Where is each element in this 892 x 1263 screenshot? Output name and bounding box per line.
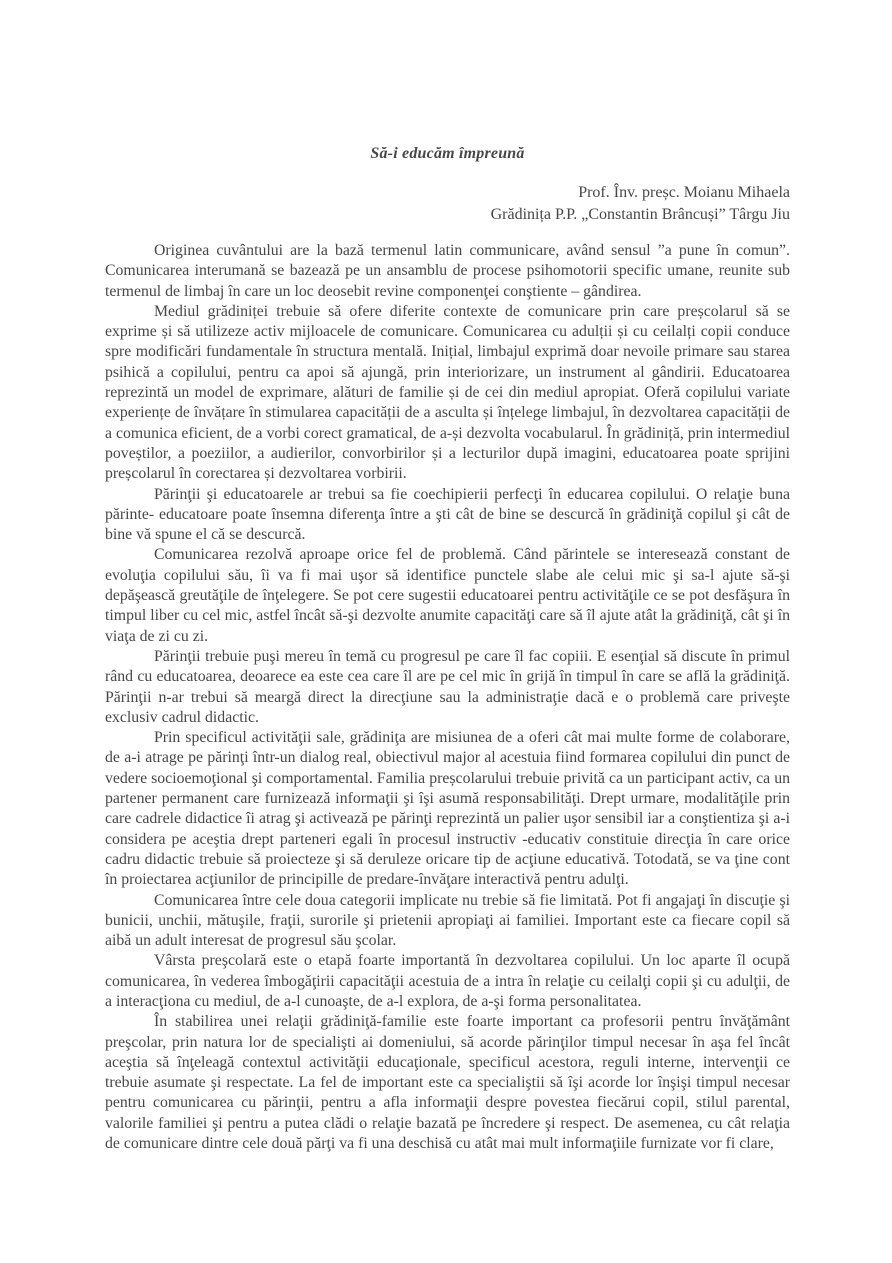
paragraph-parents-progress: Părinţii trebuie puşi mereu în temă cu progresul pe care îl fac copiii. E esenţial să discute în primul rând cu educatoarea, deoarece ea este cea care îl are pe cel mic în grijă în timpul în care se află la grădiniţă. Părinţii n-ar trebui să meargă direct la direcţiune sau la administraţie dacă e o problemă care priveşte exclusiv cadrul didactic.	[105, 647, 790, 726]
paragraph-communication-solves: Comunicarea rezolvă aproape orice fel de problemă. Când părintele se interesează constant de evoluţia copilului său, îi va fi mai uşor să identifice punctele slabe ale celui mic şi sa-l ajute să-şi depăşească greutăţile de înţelegere. Se pot cere sugestii educatoarei pentru activităţile ce se pot desfăşura în timpul liber cu cel mic, astfel încât să-şi dezvolte anumite capacităţi care să îl ajute atât la grădiniţă, cât şi în viaţa de zi cu zi.	[105, 546, 790, 645]
paragraph-extended-family: Comunicarea între cele doua categorii implicate nu trebie să fie limitată. Pot fi angajaţi în discuţie şi bunicii, unchii, mătuşile, fraţii, surorile şi prietenii apropiaţi ai familiei. Important este ca fiecare copil să aibă un adult interesat de progresul său şcolar.	[105, 891, 790, 950]
paragraph-kindergarten-medium: Mediul grădiniței trebuie să ofere diferite contexte de comunicare prin care preșcolarul să se exprime și să utilizeze activ mijloacele de comunicare. Comunicarea cu adulții și cu ceilalți copii conduce spre modificări fundamentale în structura mentală. Inițial, limbajul exprimă doar nevoile primare sau starea psihică a copilului, pentru ca apoi să ajungă, prin interiorizare, un instrument al gândirii. Educatoarea reprezintă un model de exprimare, alături de familie și de cei din mediul apropiat. Oferă copilului variate experiențe de învățare în stimularea capacității de a asculta și înțelege limbajul, în dezvoltarea capacității de a comunica eficient, de a vorbi corect gramatical, de a-și dezvolta vocabularul. În grădiniță, prin intermediul poveștilor, a poeziilor, a audierilor, convorbirilor și a lecturilor după imagini, educatoarea poate sprijini preșcolarul în corectarea și dezvoltarea vorbirii.	[105, 302, 790, 483]
paragraph-origin-of-word: Originea cuvântului are la bază termenul latin communicare, având sensul ”a pune în comun”. Comunicarea interumană se bazează pe un ansamblu de procese psihomotorii specific umane, reunite sub termenul de limbaj în care un loc deosebit revine componenţei conştiente – gândirea.	[105, 242, 790, 300]
paragraph-collaboration-forms: Prin specificul activităţii sale, grădiniţa are misiunea de a oferi cât mai multe forme de colaborare, de a-i atrage pe părinţi într-un dialog real, obiectivul major al acestuia fiind formarea copilului din punct de vedere socioemoţional şi comportamental. Familia preșcolarului trebuie privită ca un participant activ, ca un partener permanent care furnizează informaţii şi îşi asumă responsabilităţi. Drept urmare, modalităţile prin care cadrele didactice îi atrag şi activează pe părinţi reprezintă un palier uşor sensibil iar a conştientiza şi a-i considera pe aceştia drept parteneri egali în procesul instructiv -educativ constituie direcţia în care orice cadru didactic trebuie să proiecteze şi să deruleze oricare tip de acţiune educativă. Totodată, se va ţine cont în proiectarea acţiunilor de principille de predare-învăţare interactivă pentru adulţi.	[105, 729, 790, 889]
byline	[105, 182, 790, 225]
byline-author: Prof. Înv. preșc. Moianu Mihaela	[578, 184, 790, 201]
document-body	[105, 241, 790, 1154]
paragraph-preschool-age: Vârsta preşcolară este o etapă foarte importantă în dezvoltarea copilului. Un loc aparte îl ocupă comunicarea, în vederea îmbogăţirii capacităţii acestuia de a intra în relaţie cu ceilalţi copii şi cu adulţii, de a interacţiona cu mediul, de a-l cunoaşte, de a-l explora, de a-şi forma personalitatea.	[105, 952, 790, 1010]
document-title: Să-i educăm împreună	[370, 145, 525, 162]
paragraph-parents-educators: Părinţii şi educatoarele ar trebui sa fie coechipierii perfecţi în educarea copilului. O relaţie buna părinte- educatoare poate însemna diferenţa între a şti cât de bine se descurcă în grădiniţă copilul şi cât de bine vă spune el că se descurcă.	[105, 485, 790, 544]
paragraph-kindergarten-family-relation: În stabilirea unei relaţii grădiniţă-familie este foarte important ca profesorii pentru învăţământ preşcolar, prin natura lor de specialişti ai domeniului, să acorde părinţilor timpul necesar în aşa fel încât aceştia să înţeleagă contextul activităţii educaţionale, specificul acestora, reguli interne, intervenţii ce trebuie asumate şi respectate. La fel de important este ca specialiştii să îşi acorde lor înşişi timpul necesar pentru comunicarea cu părinţii, pentru a afla informaţii despre povestea fiecărui copil, stilul parental, valorile familiei şi pentru a putea clădi o relaţie bazată pe încredere şi respect. De asemenea, cu cât relaţia de comunicare dintre cele două părţi va fi una deschisă cu atât mai mult informaţiile furnizate vor fi clare,	[105, 1013, 790, 1153]
byline-institution: Grădinița P.P. „Constantin Brâncuși” Târgu Jiu	[490, 205, 790, 223]
